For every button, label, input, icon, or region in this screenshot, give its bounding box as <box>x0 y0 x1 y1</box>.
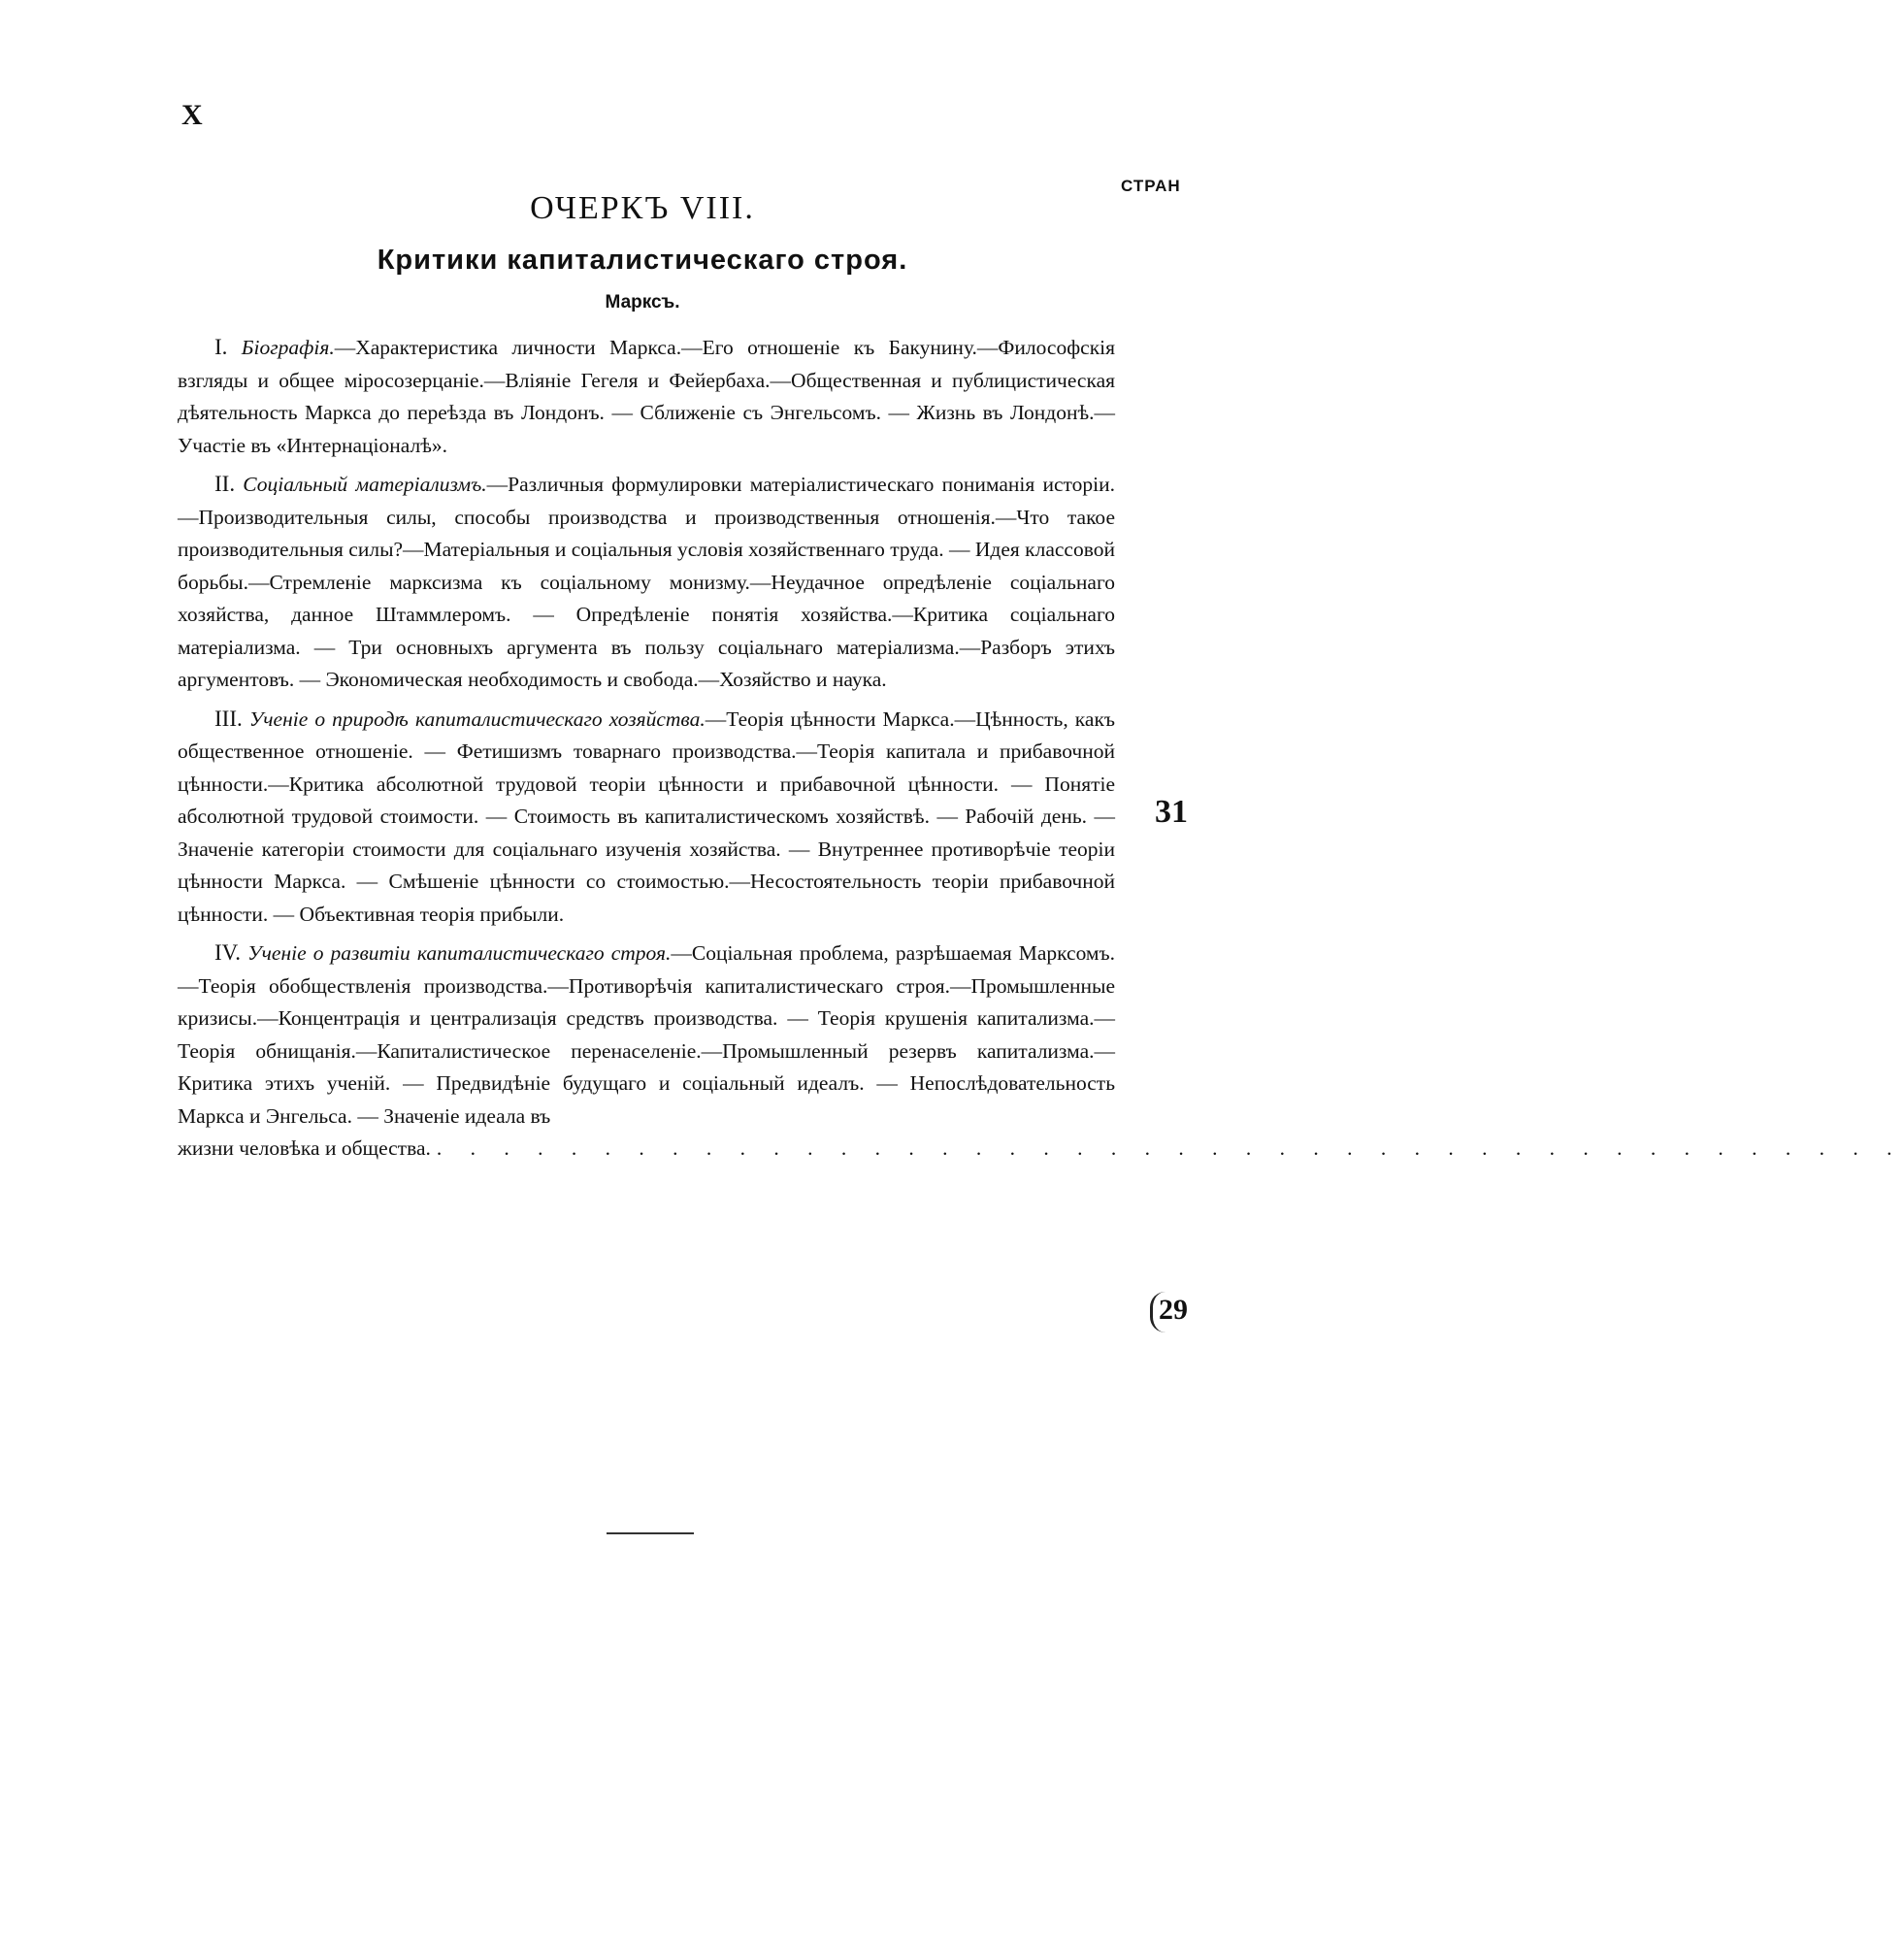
end-rule <box>607 1532 694 1534</box>
toc-section-2 <box>178 468 1115 697</box>
section-text: —Соціальная проблема, разрѣшаемая Марксомъ.—Теорія обобществленія производства.—Противорѣчія капиталистическаго строя.—Промышленные кризисы.—Концентрація и централизація средствъ производства. — Теорія крушенія капитализма.—Теорія обнищанія.—Капиталистическое перенаселеніе.—Промышленный резервъ капитализма.—Критика этихъ ученій. — Предвидѣніе будущаго и соціальный идеалъ. — Непослѣдовательность Маркса и Энгельса. — Значеніе идеала въ <box>178 941 1116 1128</box>
chapter-person: Марксъ. <box>605 292 680 312</box>
section-number: III. <box>214 706 243 731</box>
page-number: X <box>181 99 204 131</box>
chapter-subtitle: Критики капиталистическаго строя. <box>377 245 908 276</box>
section-text: —Теорія цѣнности Маркса.—Цѣнность, какъ общественное отношеніе. — Фетишизмъ товарнаго производства.—Теорія капитала и прибавочной цѣнности.—Критика абсолютной трудовой теоріи цѣнности и прибавочной цѣнности. — Понятіе абсолютной трудовой стоимости. — Стоимость въ капиталистическомъ хозяйствѣ. — Рабочій день. — Значеніе категоріи стоимости для соціальнаго изученія хозяйства. — Внутреннее противорѣчіе теоріи цѣнности Маркса. — Смѣшеніе цѣнности со стоимостью.—Несостоятельность теоріи прибавочной цѣнности. — Объективная теорія прибыли. <box>178 707 1116 926</box>
margin-page-number: 29 <box>1150 1292 1192 1332</box>
leader-line <box>178 1133 1904 1166</box>
margin-page-number: 31 <box>1155 794 1188 830</box>
section-number: II. <box>214 472 236 496</box>
section-title: Ученіе о развитіи капиталистическаго строя. <box>247 941 672 965</box>
section-text: —Характеристика личности Маркса.—Его отношеніе къ Бакунину.—Философскія взгляды и общее міросозерцаніе.—Вліяніе Гегеля и Фейербаха.—Общественная и публицистическая дѣятельность Маркса до переѣзда въ Лондонъ. — Сближеніе съ Энгельсомъ. — Жизнь въ Лондонѣ.—Участіе въ «Интернаціоналѣ». <box>178 336 1115 457</box>
running-head: СТРАН <box>1121 177 1181 195</box>
section-title: Ученіе о природѣ капиталистическаго хозяйства. <box>248 707 706 731</box>
section-last-line: жизни человѣка и общества. <box>178 1136 431 1160</box>
toc-section-4 <box>178 937 1904 1166</box>
chapter-title: ОЧЕРКЪ VIII. <box>530 190 755 226</box>
dot-leaders: . . . . . . . . . . . . . . . . . . . . . . . . . . . . . . . . . . . . . . . . . . . . <box>436 1136 1904 1160</box>
section-title: Соціальный матеріализмъ. <box>243 473 487 496</box>
toc-section-3 <box>178 703 1115 932</box>
section-title: Біографія. <box>241 336 335 359</box>
section-number: IV. <box>214 940 242 965</box>
section-number: I. <box>214 335 228 359</box>
section-text: —Различныя формулировки матеріалистическаго пониманія исторіи.—Производительныя силы, способы производства и производственныя отношенія.—Что такое производительныя силы?—Матеріальныя и соціальныя условія хозяйственнаго труда. — Идея классовой борьбы.—Стремленіе марксизма къ соціальному монизму.—Неудачное опредѣленіе соціальнаго хозяйства, данное Штаммлеромъ. — Опредѣленіе понятія хозяйства.—Критика соціальнаго матеріализма. — Три основныхъ аргумента въ пользу соціальнаго матеріализма.—Разборъ этихъ аргументовъ. — Экономическая необходимость и свобода.—Хозяйство и наука. <box>178 473 1115 691</box>
toc-section-1 <box>178 331 1115 462</box>
